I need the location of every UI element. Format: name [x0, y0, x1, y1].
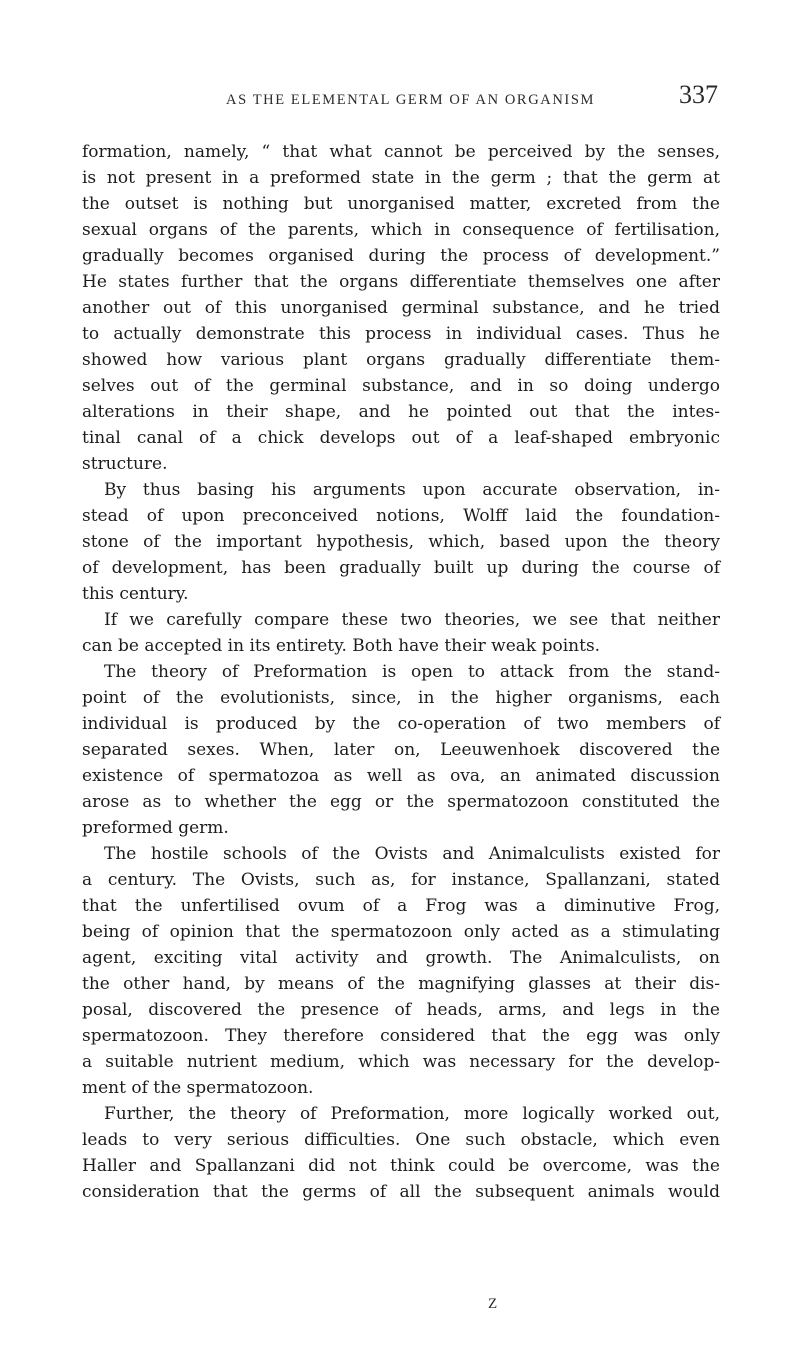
- text-line: preformed germ.: [82, 818, 229, 838]
- text-line: Further, the theory of Preformation, more logically worked out,: [104, 1104, 720, 1124]
- text-line: consideration that the germs of all the subsequent animals would: [82, 1182, 720, 1202]
- text-line: arose as to whether the egg or the spermatozoon constituted the: [82, 792, 720, 812]
- signature-mark: Z: [488, 1296, 498, 1312]
- text-line: agent, exciting vital activity and growth. The Animalculists, on: [82, 948, 720, 968]
- text-line: a century. The Ovists, such as, for instance, Spallanzani, stated: [82, 870, 720, 890]
- text-line: a suitable nutrient medium, which was necessary for the develop-: [82, 1052, 720, 1072]
- text-line: gradually becomes organised during the process of development.”: [82, 246, 720, 266]
- text-line: of development, has been gradually built up during the course of: [82, 558, 720, 578]
- text-line: the other hand, by means of the magnifying glasses at their dis-: [82, 974, 720, 994]
- text-line: By thus basing his arguments upon accurate observation, in-: [104, 480, 720, 500]
- text-line: point of the evolutionists, since, in the higher organisms, each: [82, 688, 720, 708]
- text-line: formation, namely, “ that what cannot be perceived by the senses,: [82, 142, 720, 162]
- text-line: posal, discovered the presence of heads, arms, and legs in the: [82, 1000, 720, 1020]
- text-line: separated sexes. When, later on, Leeuwenhoek discovered the: [82, 740, 720, 760]
- text-line: existence of spermatozoa as well as ova, an animated discussion: [82, 766, 720, 786]
- text-line: is not present in a preformed state in the germ ; that the germ at: [82, 168, 720, 188]
- text-line: Haller and Spallanzani did not think could be overcome, was the: [82, 1156, 720, 1176]
- page-number: 337: [679, 80, 718, 109]
- text-line: another out of this unorganised germinal substance, and he tried: [82, 298, 720, 318]
- text-line: If we carefully compare these two theories, we see that neither: [104, 610, 720, 630]
- text-line: He states further that the organs differentiate themselves one after: [82, 272, 720, 292]
- body-text: [82, 139, 720, 1205]
- text-line: alterations in their shape, and he pointed out that the intes-: [82, 402, 720, 422]
- text-line: sexual organs of the parents, which in consequence of fertilisation,: [82, 220, 720, 240]
- text-line: stone of the important hypothesis, which, based upon the theory: [82, 532, 720, 552]
- text-line: stead of upon preconceived notions, Wolff laid the foundation-: [82, 506, 720, 526]
- text-line: leads to very serious difficulties. One such obstacle, which even: [82, 1130, 720, 1150]
- text-line: that the unfertilised ovum of a Frog was a diminutive Frog,: [82, 896, 720, 916]
- text-line: The theory of Preformation is open to attack from the stand-: [104, 662, 720, 682]
- text-line: selves out of the germinal substance, and in so doing undergo: [82, 376, 720, 396]
- text-line: ment of the spermatozoon.: [82, 1078, 314, 1098]
- text-line: The hostile schools of the Ovists and Animalculists existed for: [104, 844, 720, 864]
- text-line: tinal canal of a chick develops out of a leaf-shaped embryonic: [82, 428, 720, 448]
- text-line: can be accepted in its entirety. Both have their weak points.: [82, 636, 601, 656]
- text-line: the outset is nothing but unorganised matter, excreted from the: [82, 194, 720, 214]
- text-line: structure.: [82, 454, 168, 474]
- text-line: spermatozoon. They therefore considered that the egg was only: [82, 1026, 720, 1046]
- text-line: this century.: [82, 584, 189, 604]
- text-line: showed how various plant organs gradually differentiate them-: [82, 350, 720, 370]
- running-title: AS THE ELEMENTAL GERM OF AN ORGANISM: [226, 92, 596, 108]
- text-line: to actually demonstrate this process in individual cases. Thus he: [82, 324, 720, 344]
- text-line: individual is produced by the co-operation of two members of: [82, 714, 720, 734]
- text-line: being of opinion that the spermatozoon only acted as a stimulating: [82, 922, 720, 942]
